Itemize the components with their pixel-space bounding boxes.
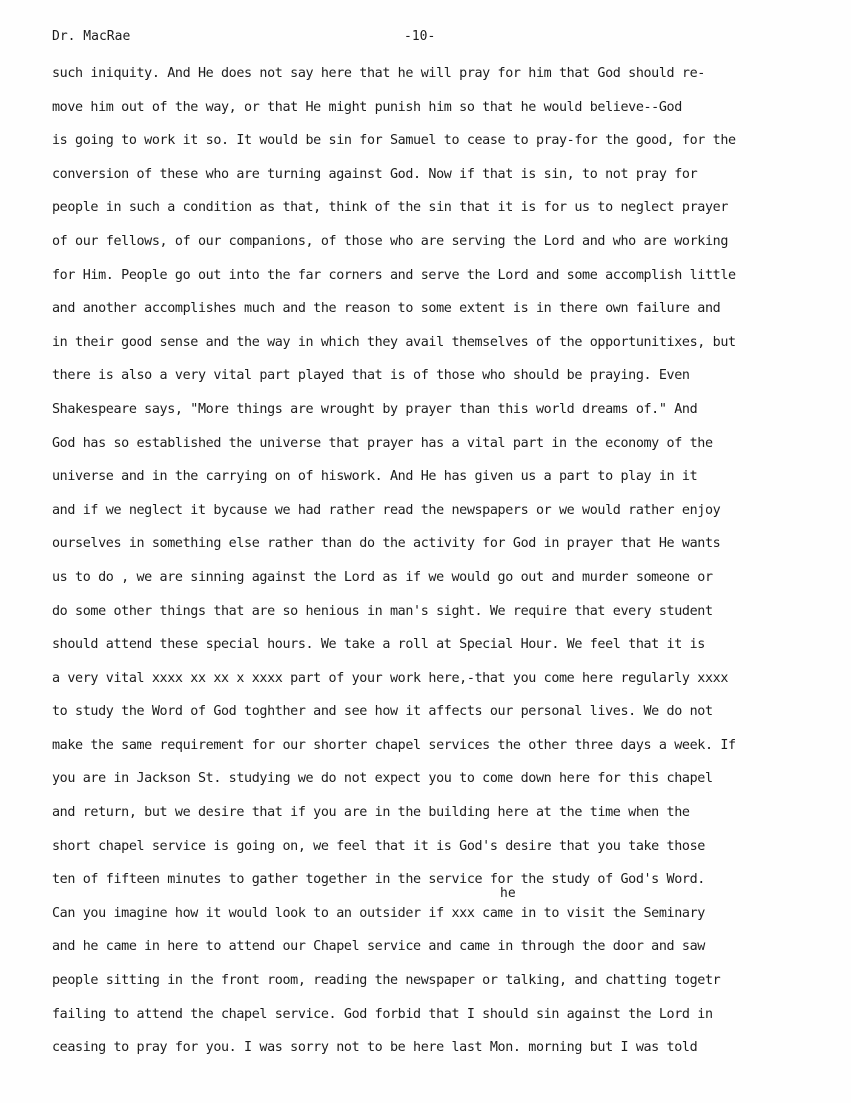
text-line: failing to attend the chapel service. God forbid that I should sin against the Lord in (52, 1006, 713, 1022)
text-line: and another accomplishes much and the reason to some extent is in there own failure and (52, 301, 721, 317)
text-line: Shakespeare says, "More things are wrought by prayer than this world dreams of." And (52, 401, 698, 417)
text-line: universe and in the carrying on of hiswork. And He has given us a part to play in it (52, 469, 698, 485)
text-line: in their good sense and the way in which they avail themselves of the opportunitixes, but (52, 334, 736, 350)
author-header: Dr. MacRae (52, 29, 131, 44)
page-number: -10- (404, 29, 436, 44)
text-line: us to do , we are sinning against the Lord as if we would go out and murder someone or (52, 569, 713, 585)
text-line: of our fellows, of our companions, of those who are serving the Lord and who are working (52, 233, 729, 249)
page-header (52, 29, 812, 49)
interlinear-insertion: he (500, 886, 516, 901)
text-line: conversion of these who are turning against God. Now if that is sin, to not pray for (52, 166, 698, 182)
text-line: move him out of the way, or that He might punish him so that he would believe--God (52, 99, 682, 115)
text-line: Can you imagine how it would look to an outsider if xxx came in to visit the Seminary (52, 905, 705, 921)
text-line: should attend these special hours. We take a roll at Special Hour. We feel that it is (52, 637, 705, 653)
text-line: do some other things that are so henious in man's sight. We require that every student (52, 603, 713, 619)
text-line: a very vital xxxx xx xx x xxxx part of your work here,-that you come here regularly xxxx (52, 670, 729, 686)
text-line: short chapel service is going on, we feel that it is God's desire that you take those (52, 838, 705, 854)
text-line: people in such a condition as that, think of the sin that it is for us to neglect prayer (52, 200, 729, 216)
text-line: and if we neglect it bycause we had rather read the newspapers or we would rather enjoy (52, 502, 721, 518)
text-line: and he came in here to attend our Chapel service and came in through the door and saw (52, 939, 705, 955)
text-line: ourselves in something else rather than do the activity for God in prayer that He wants (52, 536, 721, 552)
text-line: people sitting in the front room, reading the newspaper or talking, and chatting togetr (52, 973, 721, 989)
text-line: ten of fifteen minutes to gather together in the service for the study of God's Word. (52, 872, 705, 888)
text-line: is going to work it so. It would be sin for Samuel to cease to pray-for the good, for the (52, 133, 736, 149)
text-line: there is also a very vital part played that is of those who should be praying. Even (52, 368, 690, 384)
text-line: such iniquity. And He does not say here that he will pray for him that God should re- (52, 66, 705, 81)
text-line: to study the Word of God toghther and see how it affects our personal lives. We do not (52, 704, 713, 720)
typed-body-text (52, 62, 822, 1070)
text-line: you are in Jackson St. studying we do not expect you to come down here for this chapel (52, 771, 713, 787)
text-line: for Him. People go out into the far corners and serve the Lord and some accomplish little (52, 267, 736, 283)
text-line: God has so established the universe that prayer has a vital part in the economy of the (52, 435, 713, 451)
text-line: make the same requirement for our shorter chapel services the other three days a week. If (52, 737, 736, 753)
text-line: and return, but we desire that if you are in the building here at the time when the (52, 805, 690, 821)
text-line: ceasing to pray for you. I was sorry not to be here last Mon. morning but I was told (52, 1040, 698, 1056)
